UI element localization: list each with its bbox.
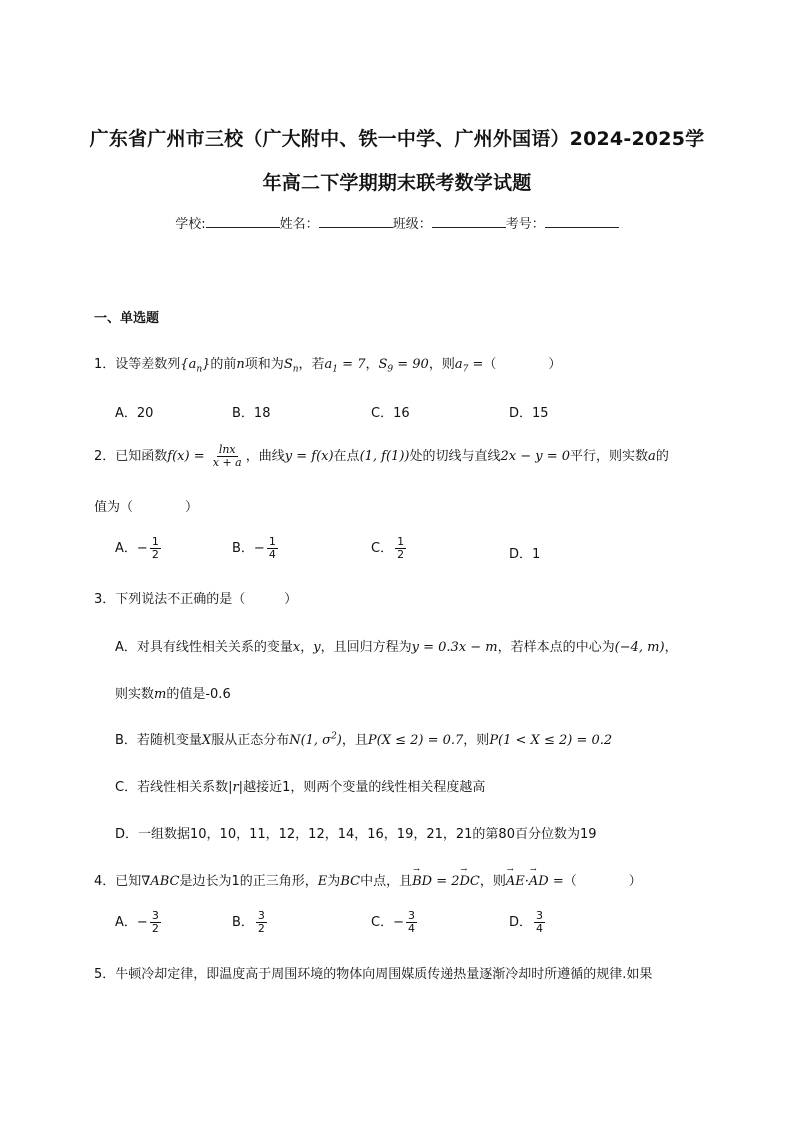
math-expr: P(X ≤ 2) = 0.7 [367, 733, 464, 748]
option-c[interactable]: C．16 [371, 406, 410, 421]
question-text: 中点，且 [360, 874, 413, 889]
option-d[interactable]: D．一组数据10，10，11，12，12，14，16，19，21，21的第80百分位数为19 [115, 827, 597, 842]
math-expr: y = 0.3x − m [411, 640, 498, 655]
option-label: C． [371, 541, 394, 556]
option-text: ，则 [463, 733, 490, 748]
question-text: 在点 [333, 449, 360, 464]
question-2-line2: 值为（ ） [94, 500, 199, 515]
option-d[interactable]: D．1 [509, 547, 541, 562]
question-text: 牛顿冷却定律，即温度高于周围环境的物体向周围媒质传递热量逐渐冷却时所遵循的规律.如果 [115, 967, 653, 982]
option-b[interactable]: B． $\frac{3}{2}$ [232, 909, 265, 935]
math-expr: (1, f(1)) [359, 449, 410, 464]
math-expr: → AE·→ AD = [506, 874, 564, 889]
question-number: 4． [94, 874, 116, 889]
option-a[interactable]: A．− $\frac{3}{2}$ [115, 909, 159, 935]
school-blank[interactable] [206, 217, 280, 228]
question-text: 是边长为1的正三角形， [179, 874, 318, 889]
option-text: ， [300, 640, 314, 655]
question-text: ，则 [428, 357, 455, 372]
math-expr: 2x − y = 0 [500, 449, 571, 464]
option-label: A． [115, 915, 137, 930]
math-expr: y [313, 640, 321, 655]
question-text: （ ） [483, 357, 562, 372]
math-expr: $a_1 = 7$ [324, 357, 366, 375]
math-expr: n [236, 357, 245, 372]
math-expr: |r| [228, 780, 244, 795]
math-expr: E [317, 874, 328, 889]
option-a[interactable] [115, 636, 678, 655]
math-expr: y = f(x) [284, 449, 334, 464]
exam-title-line1: 广东省广州市三校（广大附中、铁一中学、广州外国语）2024-2025学 [89, 128, 705, 150]
question-number: 5． [94, 967, 116, 982]
option-text: ， [664, 640, 678, 655]
math-expr: $a_7$ = [454, 357, 484, 375]
option-label: B． [232, 915, 254, 930]
math-expr: → BD = 2→ DC [412, 874, 480, 889]
question-text: ， [365, 357, 379, 372]
math-expr: m [154, 687, 167, 702]
option-c[interactable]: C．− $\frac{3}{4}$ [371, 909, 415, 935]
math-expr: f(x) = $\frac{\ln x}{x + a}$ [167, 443, 242, 469]
option-b[interactable]: B．18 [232, 406, 271, 421]
question-text: 设等差数列 [115, 357, 181, 372]
option-a[interactable]: A．− $\frac{1}{2}$ [115, 535, 159, 561]
question-text: （ ） [563, 874, 642, 889]
option-text: A．对具有线性相关关系的变量 [115, 640, 293, 655]
option-label: B． [232, 541, 254, 556]
question-text: 已知函数 [115, 449, 168, 464]
math-expr: N(1, $\sigma^2$) [289, 731, 342, 748]
question-2 [94, 444, 669, 469]
question-5 [94, 963, 652, 982]
option-d[interactable]: D． $\frac{3}{4}$ [509, 909, 544, 935]
question-text: 为 [327, 874, 341, 889]
number-blank[interactable] [545, 217, 619, 228]
question-text: 处的切线与直线 [409, 449, 501, 464]
option-label: D． [509, 915, 533, 930]
question-text: 的前 [210, 357, 237, 372]
number-label: 考号： [505, 217, 545, 232]
student-info-line [0, 213, 794, 232]
question-text: 下列说法不正确的是（ ） [115, 592, 298, 607]
option-text: C．若线性相关系数 [115, 780, 229, 795]
option-c[interactable] [115, 776, 485, 795]
math-expr: P(1 < X ≤ 2) = 0.2 [489, 733, 613, 748]
question-text: ，若 [298, 357, 325, 372]
school-label: 学校: [175, 217, 206, 232]
question-text: 平行，则实数 [570, 449, 649, 464]
question-number: 1． [94, 357, 116, 372]
option-text: 的值是-0.6 [166, 687, 231, 702]
math-expr: x [292, 640, 301, 655]
option-c[interactable]: C． $\frac{1}{2}$ [371, 535, 405, 561]
class-label: 班级： [392, 217, 432, 232]
question-number: 3． [94, 592, 116, 607]
option-text: B．若随机变量 [115, 733, 202, 748]
option-a[interactable]: A．20 [115, 406, 154, 421]
question-number: 2． [94, 449, 116, 464]
math-expr: $\{a_n\}$ [180, 357, 211, 375]
math-expr: ∇ABC [141, 874, 180, 889]
math-expr: a [648, 449, 656, 464]
option-d[interactable]: D．15 [509, 406, 549, 421]
option-text: 越接近1，则两个变量的线性相关程度越高 [243, 780, 486, 795]
question-text: ，曲线 [245, 449, 285, 464]
math-expr: $S_n$ [283, 357, 299, 375]
option-b[interactable] [115, 729, 612, 748]
question-4 [94, 870, 642, 889]
math-expr: (−4, m) [614, 640, 665, 655]
math-expr: X [201, 733, 212, 748]
math-expr: $S_9 = 90$ [378, 357, 429, 375]
question-text: 项和为 [244, 357, 284, 372]
question-text: 已知 [115, 874, 142, 889]
class-blank[interactable] [432, 217, 506, 228]
option-text: ，且 [341, 733, 368, 748]
option-label: A． [115, 541, 137, 556]
option-text: 服从正态分布 [211, 733, 290, 748]
name-label: 姓名： [279, 217, 319, 232]
question-1 [94, 353, 561, 375]
option-label: C． [371, 915, 394, 930]
question-3 [94, 588, 297, 607]
question-text: ，则 [479, 874, 506, 889]
name-blank[interactable] [319, 217, 393, 228]
option-text: ，若样本点的中心为 [497, 640, 615, 655]
option-text: ，且回归方程为 [320, 640, 412, 655]
question-text: 的 [655, 449, 669, 464]
math-expr: BC [340, 874, 361, 889]
option-a-line2 [115, 683, 231, 702]
exam-title-line2: 年高二下学期期末联考数学试题 [262, 172, 532, 194]
section-heading: 一、单选题 [94, 311, 160, 326]
option-text: 则实数 [115, 687, 155, 702]
option-b[interactable]: B．− $\frac{1}{4}$ [232, 535, 276, 561]
